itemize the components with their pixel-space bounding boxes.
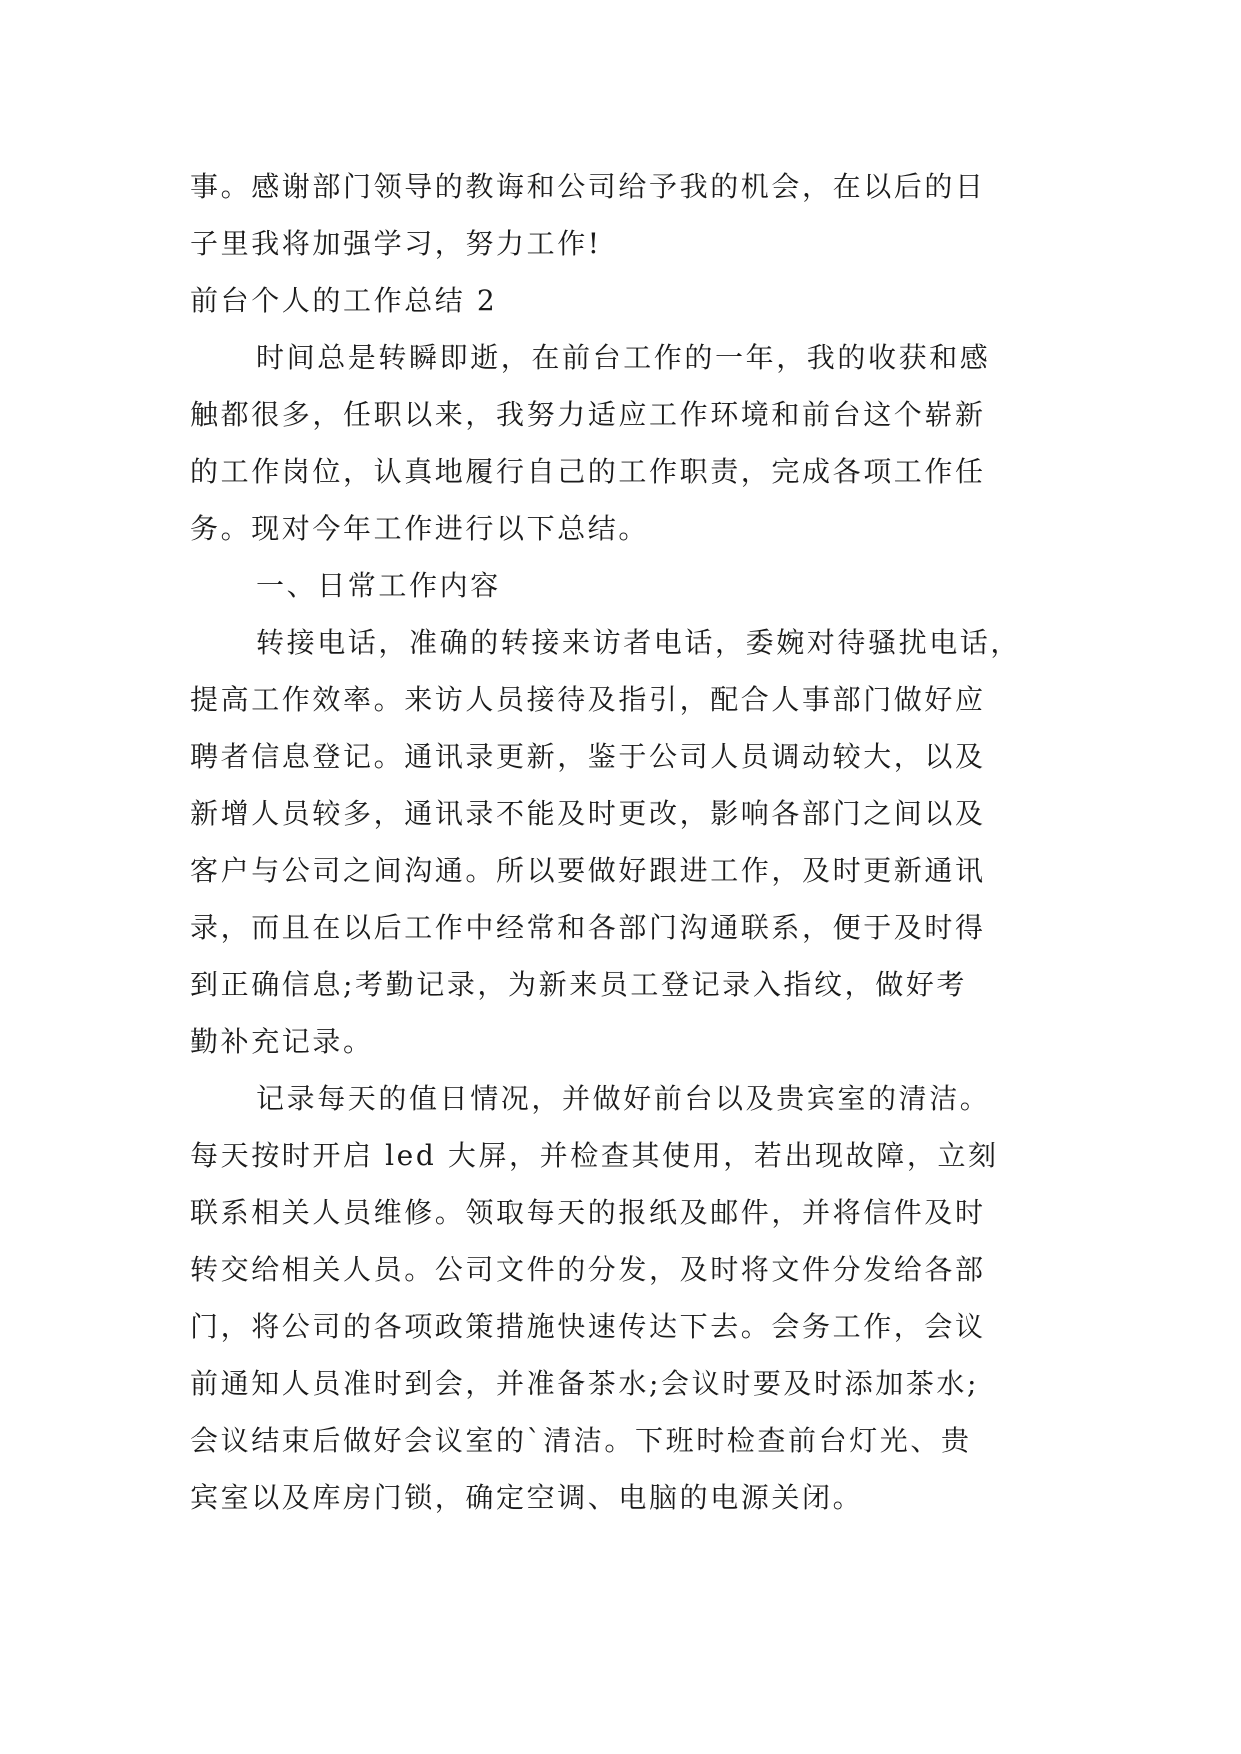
text-line: 前通知人员准时到会，并准备茶水;会议时要及时添加茶水; xyxy=(190,1367,980,1400)
text-line: 提高工作效率。来访人员接待及指引，配合人事部门做好应 xyxy=(190,683,986,716)
paragraph-first-line: 时间总是转瞬即逝，在前台工作的一年，我的收获和感 xyxy=(256,341,991,374)
text-line: 每天按时开启 led 大屏，并检查其使用，若出现故障，立刻 xyxy=(190,1139,999,1172)
document-body xyxy=(190,158,1062,1526)
text-line: 新增人员较多，通讯录不能及时更改，影响各部门之间以及 xyxy=(190,797,986,830)
text-line: 门，将公司的各项政策措施快速传达下去。会务工作，会议 xyxy=(190,1310,986,1343)
subsection-title: 一、日常工作内容 xyxy=(256,569,501,602)
text-line: 聘者信息登记。通讯录更新，鉴于公司人员调动较大，以及 xyxy=(190,740,986,773)
text-line: 的工作岗位，认真地履行自己的工作职责，完成各项工作任 xyxy=(190,455,986,488)
section-title: 前台个人的工作总结 2 xyxy=(190,284,498,317)
text-line: 勤补充记录。 xyxy=(190,1025,374,1058)
text-line: 到正确信息;考勤记录，为新来员工登记录入指纹，做好考 xyxy=(190,968,968,1001)
text-line: 转交给相关人员。公司文件的分发，及时将文件分发给各部 xyxy=(190,1253,986,1286)
text-line: 事。感谢部门领导的教诲和公司给予我的机会，在以后的日 xyxy=(190,170,986,203)
text-line: 子里我将加强学习，努力工作! xyxy=(190,227,602,260)
paragraph-first-line: 记录每天的值日情况，并做好前台以及贵宾室的清洁。 xyxy=(256,1082,991,1115)
text-line: 触都很多，任职以来，我努力适应工作环境和前台这个崭新 xyxy=(190,398,986,431)
text-line: 会议结束后做好会议室的`清洁。下班时检查前台灯光、贵 xyxy=(190,1424,972,1457)
text-line: 宾室以及库房门锁，确定空调、电脑的电源关闭。 xyxy=(190,1481,864,1514)
text-line: 录，而且在以后工作中经常和各部门沟通联系，便于及时得 xyxy=(190,911,986,944)
paragraph-first-line: 转接电话，准确的转接来访者电话，委婉对待骚扰电话， xyxy=(256,626,1022,659)
text-line: 客户与公司之间沟通。所以要做好跟进工作，及时更新通讯 xyxy=(190,854,986,887)
text-line: 务。现对今年工作进行以下总结。 xyxy=(190,512,650,545)
text-line: 联系相关人员维修。领取每天的报纸及邮件，并将信件及时 xyxy=(190,1196,986,1229)
